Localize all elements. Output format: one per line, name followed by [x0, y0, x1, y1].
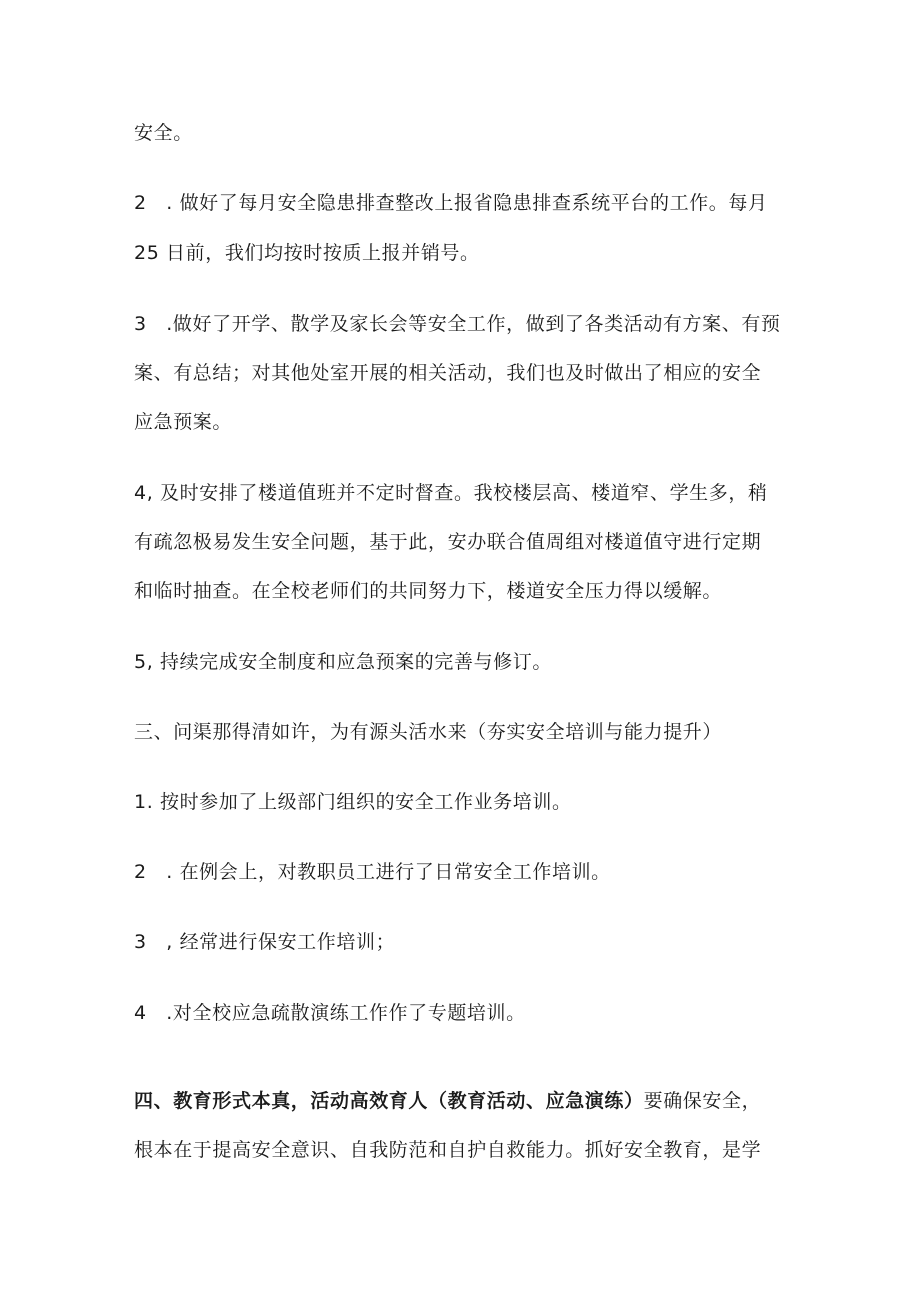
text-line-4: 3 .做好了开学、散学及家长会等安全工作，做到了各类活动有方案、有预 — [134, 313, 781, 335]
text-line-9: 和临时抽查。在全校老师们的共同努力下，楼道安全压力得以缓解。 — [134, 580, 723, 602]
section-heading-3: 三、问渠那得清如许，为有源头活水来（夯实安全培训与能力提升） — [134, 721, 723, 743]
text-line-10: 5, 持续完成安全制度和应急预案的完善与修订。 — [134, 651, 552, 673]
text-line-5: 案、有总结；对其他处室开展的相关活动，我们也及时做出了相应的安全 — [134, 362, 762, 384]
text-line-17: 根本在于提高安全意识、自我防范和自护自救能力。抓好安全教育，是学 — [134, 1139, 762, 1161]
text-line-6: 应急预案。 — [134, 411, 233, 433]
text-line-2: 2 . 做好了每月安全隐患排查整改上报省隐患排查系统平台的工作。每月 — [134, 192, 768, 214]
text-line-1: 安全。 — [134, 122, 193, 144]
text-line-16 — [134, 1088, 761, 1114]
section-heading-4: 四、教育形式本真，活动高效育人（教育活动、应急演练） — [134, 1090, 644, 1112]
text-line-8: 有疏忽极易发生安全问题，基于此，安办联合值周组对楼道值守进行定期 — [134, 531, 762, 553]
section-4-lead-text: 要确保安全， — [643, 1090, 762, 1112]
text-line-3: 25 日前，我们均按时按质上报并销号。 — [134, 242, 480, 264]
text-line-15: 4 .对全校应急疏散演练工作作了专题培训。 — [134, 1002, 526, 1024]
text-line-13: 2 . 在例会上，对教职员工进行了日常安全工作培训。 — [134, 861, 611, 883]
text-line-7: 4, 及时安排了楼道值班并不定时督查。我校楼层高、楼道窄、学生多，稍 — [134, 482, 768, 504]
text-line-12: 1. 按时参加了上级部门组织的安全工作业务培训。 — [134, 791, 572, 813]
text-line-14: 3 , 经常进行保安工作培训； — [134, 931, 396, 953]
